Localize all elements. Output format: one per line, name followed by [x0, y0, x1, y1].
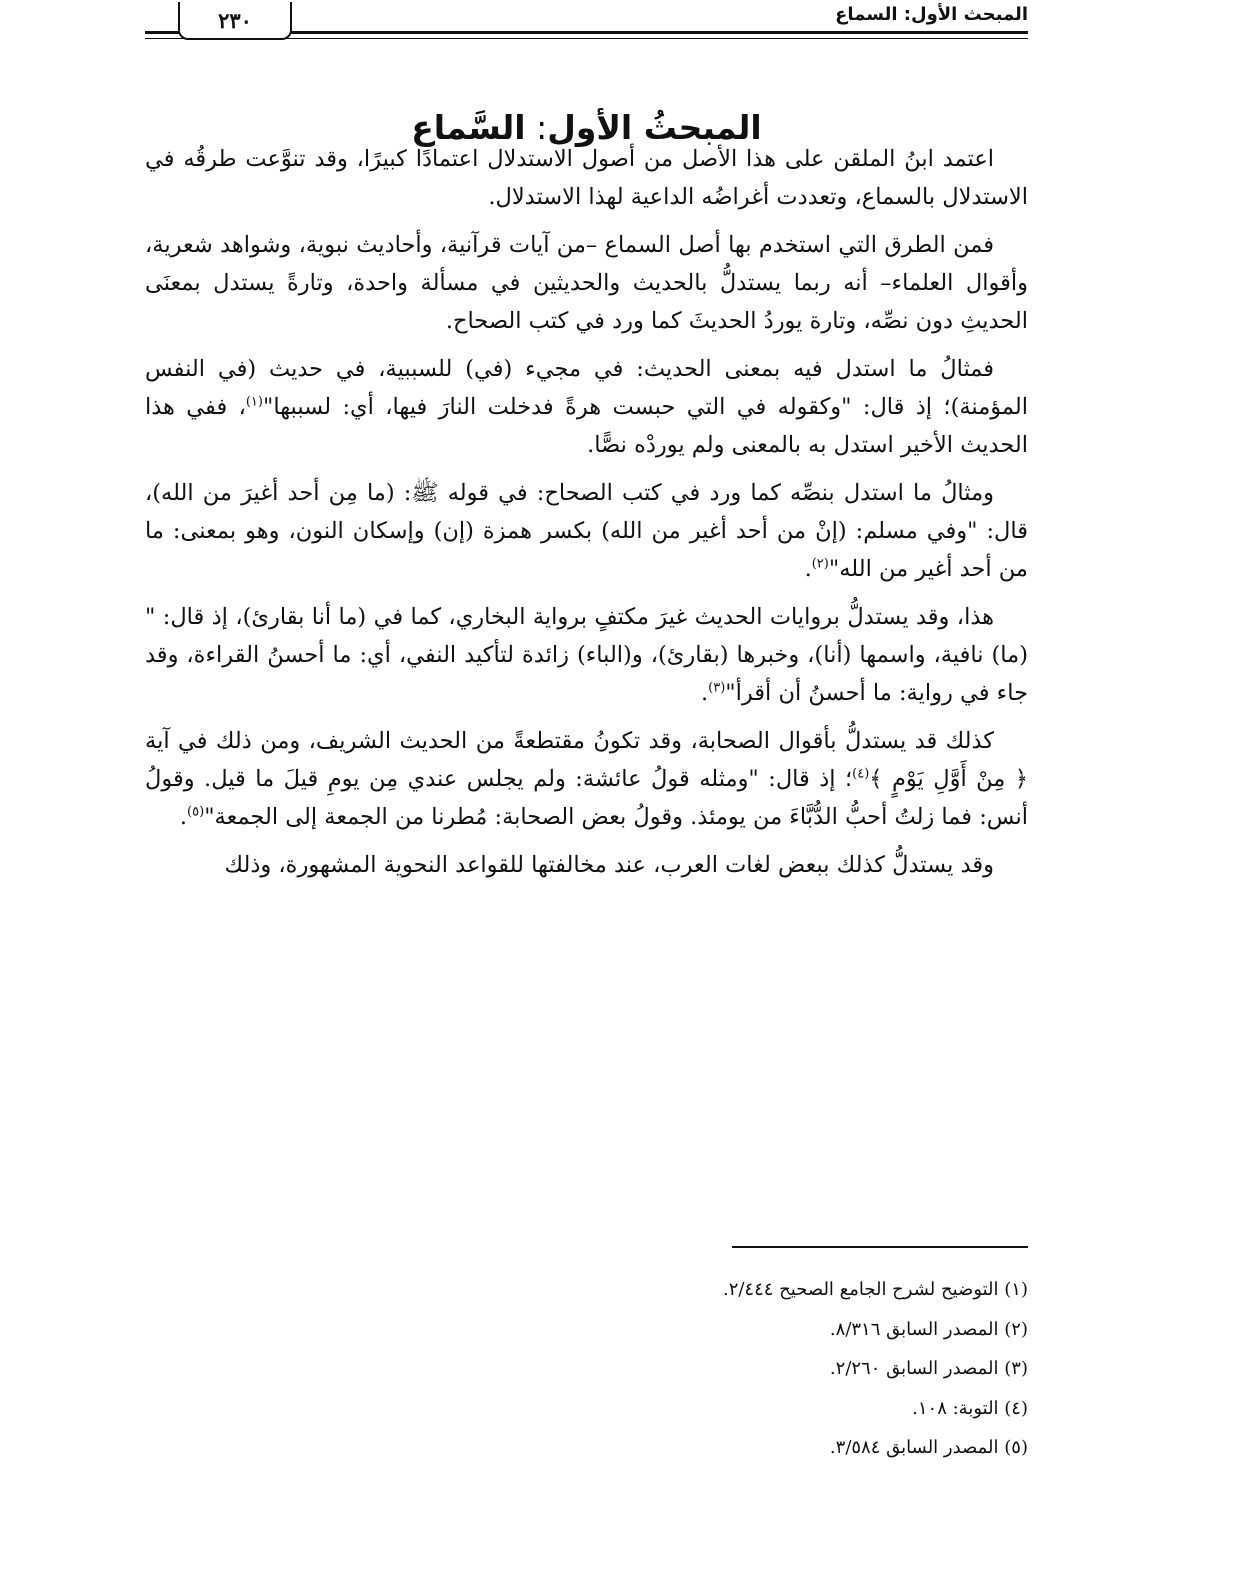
footnote-ref-4[interactable]: (٤)	[852, 766, 870, 782]
footnote-4: (٤) التوبة: ١٠٨.	[912, 1397, 1028, 1419]
body-text	[145, 140, 1028, 894]
footnote-1: (١) التوضيح لشرح الجامع الصحيح ٢/٤٤٤.	[722, 1279, 1028, 1300]
chapter-title-separator: :	[525, 108, 548, 147]
footnote-ref-5[interactable]: (٥)	[187, 804, 205, 820]
running-title: المبحث الأول: السماع	[835, 4, 1028, 25]
paragraph-7: وقد يستدلُّ كذلك ببعض لغات العرب، عند مخالفتها للقواعد النحوية المشهورة، وذلك	[224, 852, 994, 878]
chapter-title-sub: السَّماع	[411, 108, 526, 147]
footnote-separator	[732, 1246, 1028, 1248]
paragraph-4: ومثالُ ما استدل بنصِّه كما ورد في كتب الصحاح: في قوله ﷺ: (ما مِن أحد أغيرَ من الله)، قال: "وفي مسلم: (إنْ من أحد أغير من الله) بكسر همزة (إن) وإسكان النون، وهو بمعنى: ما من أحد أغير من الله"$^{(٢)}$.	[145, 480, 1028, 582]
paragraph-3: فمثالُ ما استدل فيه بمعنى الحديث: في مجيء (في) للسببية، في حديث (في النفس المؤمنة)؛ إذ قال: "وكقوله في التي حبست هرةً فدخلت النارَ فيها، أي: لسببها"$^{(١)}$، ففي هذا الحديث الأخير استدل به بالمعنى ولم يوردْه نصًّا.	[145, 356, 1029, 458]
footnote-2: (٢) المصدر السابق ٨/٣١٦.	[829, 1318, 1028, 1340]
footnotes	[428, 1270, 1028, 1468]
paragraph-1: اعتمد ابنُ الملقن على هذا الأصل من أصول الاستدلال اعتمادًا كبيرًا، وقد تنوَّعت طرقُه في الاستدلال بالسماع، وتعددت أغراضُه الداعية لهذا الاستدلال.	[145, 146, 1028, 210]
footnote-ref-1[interactable]: (١)	[245, 394, 263, 410]
chapter-title-main: المبحثُ الأول	[547, 108, 762, 147]
footnote-5: (٥) المصدر السابق ٣/٥٨٤.	[829, 1437, 1028, 1458]
paragraph-5: هذا، وقد يستدلُّ بروايات الحديث غيرَ مكتفٍ برواية البخاري، كما في (ما أنا بقارئ)، إذ قال: "(ما) نافية، واسمها (أنا)، وخبرها (بقارئ)، و(الباء) زائدة لتأكيد النفي، أي: ما أحسنُ القراءة، وقد جاء في رواية: ما أحسنُ أن أقرأ"$^{(٣)}$.	[145, 604, 1028, 706]
paragraph-2: فمن الطرق التي استخدم بها أصل السماع –من آيات قرآنية، وأحاديث نبوية، وشواهد شعرية، وأقوال العلماء– أنه ربما يستدلُّ بالحديث والحديثين في مسألة واحدة، وتارةً يستدل بمعنَى الحديثِ دون نصِّه، وتارة يوردُ الحديثَ كما ورد في كتب الصحاح.	[145, 232, 1028, 334]
footnote-ref-2[interactable]: (٢)	[811, 556, 829, 572]
footnote-3: (٣) المصدر السابق ٢/٢٦٠.	[829, 1358, 1028, 1379]
paragraph-6: كذلك قد يستدلُّ بأقوال الصحابة، وقد تكونُ مقتطعةً من الحديث الشريف، ومن ذلك في آية ﴿ مِنْ أَوَّلِ يَوْمٍ ﴾$^{(٤)}$؛ إذ قال: "ومثله قولُ عائشة: ولم يجلس عندي مِن يومِ قيلَ ما قيل. وقولُ أنس: فما زلتُ أحبُّ الدُّبَّاءَ من يومئذ. وقولُ بعض الصحابة: مُطرنا من الجمعة إلى الجمعة"$^{(٥)}$.	[145, 728, 1029, 830]
footnote-ref-3[interactable]: (٣)	[708, 680, 726, 696]
page-number: ٢٣٠	[178, 2, 292, 40]
